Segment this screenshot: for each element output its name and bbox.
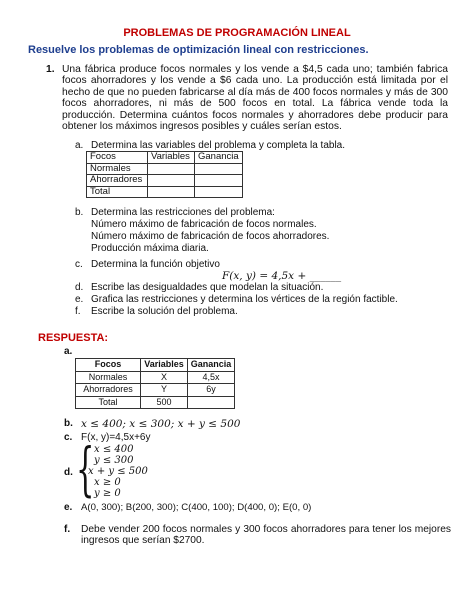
problem-number: 1. xyxy=(46,64,55,75)
document-title: PROBLEMAS DE PROGRAMACIÓN LINEAL xyxy=(123,27,351,39)
system-brace: { xyxy=(76,435,95,503)
table-cell: Total xyxy=(76,396,141,409)
table-cell: Total xyxy=(87,186,148,198)
table-cell xyxy=(188,396,235,409)
answer-variables-table xyxy=(75,358,235,409)
answer-heading: RESPUESTA: xyxy=(38,332,109,344)
system-line: x + y ≤ 500 xyxy=(88,466,148,477)
task-a-label: a. xyxy=(75,140,84,151)
answer-b-inequalities: x ≤ 400; x ≤ 300; x + y ≤ 500 xyxy=(81,418,241,430)
answer-a-label: a. xyxy=(64,346,73,357)
table-cell xyxy=(148,186,195,198)
task-b-label: b. xyxy=(75,207,84,218)
system-line: x ≥ 0 xyxy=(94,477,121,488)
problem-statement: Una fábrica produce focos normales y los vende a $4,5 cada uno; también fabrica focos ahorradores y los vende a $6 cada uno. La producción está limitada por el hecho de que no pueden fabricarse al día más de 400 focos normales y más de 300 focos ahorradores, ni más de 500 focos en total. La fábrica vende toda la producción. Determina cuántos focos normales y ahorradores debe producir para obtener los máximos ingresos posibles y cuáles serían estos. xyxy=(62,64,448,133)
table-header-cell: Ganancia xyxy=(195,152,243,164)
task-f-label: f. xyxy=(75,306,81,317)
task-b-item: Número máximo de fabricación de focos normales. xyxy=(91,219,317,230)
answer-c-label: c. xyxy=(64,432,73,443)
answer-c-function: F(x, y)=4,5x+6y xyxy=(81,432,151,443)
system-line: y ≤ 300 xyxy=(94,455,134,466)
answer-b-label: b. xyxy=(64,418,73,429)
table-cell: Ahorradores xyxy=(76,384,141,397)
table-cell xyxy=(148,163,195,175)
task-b-text: Determina las restricciones del problema: xyxy=(91,207,275,218)
table-cell xyxy=(195,175,243,187)
table-cell: Ahorradores xyxy=(87,175,148,187)
answer-e-label: e. xyxy=(64,502,73,513)
table-cell: 6y xyxy=(188,384,235,397)
system-line: y ≥ 0 xyxy=(94,488,121,499)
table-header-cell: Variables xyxy=(148,152,195,164)
answer-f-label: f. xyxy=(64,524,71,535)
table-cell xyxy=(195,163,243,175)
table-header-cell: Ganancia xyxy=(188,359,235,372)
table-cell: 500 xyxy=(141,396,188,409)
task-e-text: Grafica las restricciones y determina los vértices de la región factible. xyxy=(91,294,398,305)
table-cell: Normales xyxy=(87,163,148,175)
answer-e-vertices: A(0, 300); B(200, 300); C(400, 100); D(400, 0); E(0, 0) xyxy=(81,502,312,513)
table-header-cell: Focos xyxy=(76,359,141,372)
task-d-text: Escribe las desigualdades que modelan la situación. xyxy=(91,282,324,293)
table-header-cell: Focos xyxy=(87,152,148,164)
task-f-text: Escribe la solución del problema. xyxy=(91,306,238,317)
task-e-label: e. xyxy=(75,294,84,305)
answer-d-label: d. xyxy=(64,467,73,478)
task-b-item: Número máximo de fabricación de focos ahorradores. xyxy=(91,231,330,242)
table-cell xyxy=(195,186,243,198)
answer-f-solution: Debe vender 200 focos normales y 300 focos ahorradores para tener los mejores ingresos que serían $2700. xyxy=(81,524,451,547)
table-cell: Y xyxy=(141,384,188,397)
task-c-text: Determina la función objetivo xyxy=(91,259,220,270)
table-header-cell: Variables xyxy=(141,359,188,372)
task-a-text: Determina las variables del problema y completa la tabla. xyxy=(91,140,346,151)
system-line: x ≤ 400 xyxy=(94,444,134,455)
table-cell: Normales xyxy=(76,371,141,384)
task-b-item: Producción máxima diaria. xyxy=(91,243,209,254)
table-cell: X xyxy=(141,371,188,384)
variables-table-empty xyxy=(86,151,243,198)
task-d-label: d. xyxy=(75,282,84,293)
document-subtitle: Resuelve los problemas de optimización lineal con restricciones. xyxy=(28,44,369,56)
task-c-label: c. xyxy=(75,259,83,270)
objective-function-formula: F(x, y) = 4,5x + ______ xyxy=(222,270,342,282)
table-cell: 4,5x xyxy=(188,371,235,384)
table-cell xyxy=(148,175,195,187)
